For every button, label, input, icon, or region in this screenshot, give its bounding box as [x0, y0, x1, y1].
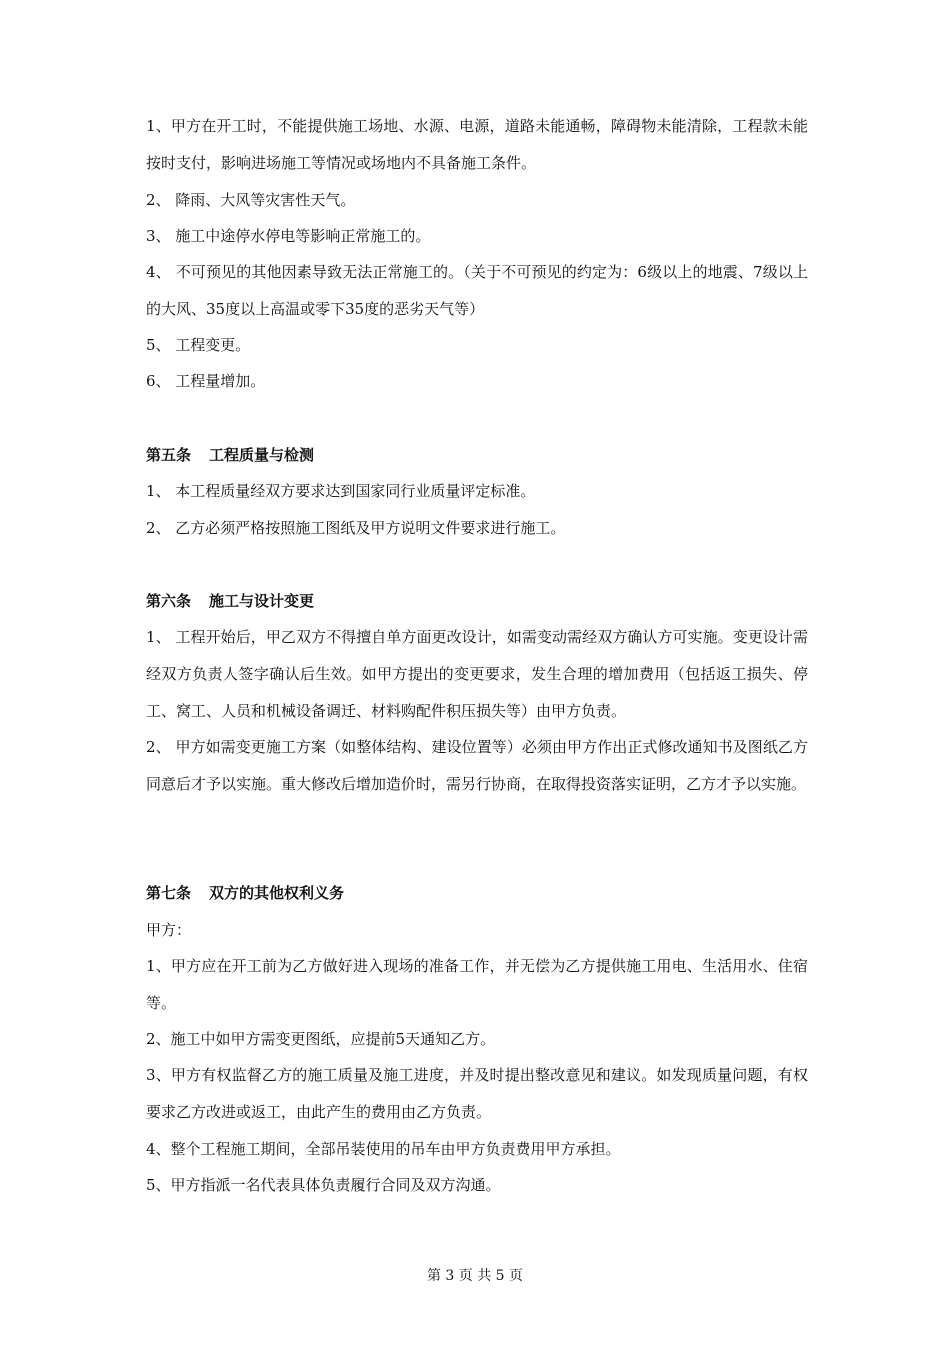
section7-item-1: 1、甲方应在开工前为乙方做好进入现场的准备工作，并无偿为乙方提供施工用电、生活用水、住宿等。 — [146, 957, 808, 1012]
clause4-item-3: 3、 施工中途停水停电等影响正常施工的。 — [146, 227, 431, 245]
section7-item-3: 3、甲方有权监督乙方的施工质量及施工进度，并及时提出整改意见和建议。如发现质量问题，有权要求乙方改进或返工，由此产生的费用由乙方负责。 — [146, 1066, 808, 1121]
section6-item-1: 1、 工程开始后，甲乙双方不得擅自单方面更改设计，如需变动需经双方确认方可实施。变更设计需经双方负责人签字确认后生效。如甲方提出的变更要求，发生合理的增加费用（包括返工损失、停工、窝工、人员和机械设备调迁、材料购配件积压损失等）由甲方负责。 — [146, 628, 808, 720]
page-number: 第 3 页 共 5 页 — [426, 1268, 524, 1284]
section5-item-2: 2、 乙方必须严格按照施工图纸及甲方说明文件要求进行施工。 — [146, 519, 566, 537]
section5-heading — [146, 437, 314, 474]
clause4-item-1: 1、甲方在开工时，不能提供施工场地、水源、电源，道路未能通畅，障碍物未能清除，工程款未能按时支付，影响进场施工等情况或场地内不具备施工条件。 — [146, 117, 808, 172]
section6-number: 第六条 — [146, 592, 192, 610]
section7-number: 第七条 — [146, 884, 192, 902]
section7-party-label: 甲方： — [146, 921, 192, 939]
section7-heading — [146, 875, 344, 912]
section5-number: 第五条 — [146, 446, 192, 464]
section7-item-2: 2、施工中如甲方需变更图纸，应提前5天通知乙方。 — [146, 1030, 496, 1048]
page-footer — [0, 1264, 950, 1288]
section5-title: 工程质量与检测 — [209, 446, 315, 464]
section5-item-1: 1、 本工程质量经双方要求达到国家同行业质量评定标准。 — [146, 482, 536, 500]
clause4-item-2: 2、 降雨、大风等灾害性天气。 — [146, 191, 356, 209]
section7-title: 双方的其他权利义务 — [209, 884, 345, 902]
clause4-item-5: 5、 工程变更。 — [146, 336, 251, 354]
clause4-item-6: 6、 工程量增加。 — [146, 372, 266, 390]
section7-item-5: 5、甲方指派一名代表具体负责履行合同及双方沟通。 — [146, 1176, 501, 1194]
section6-item-2: 2、 甲方如需变更施工方案（如整体结构、建设位置等）必须由甲方作出正式修改通知书及图纸乙方同意后才予以实施。重大修改后增加造价时，需另行协商，在取得投资落实证明，乙方才予以实施。 — [146, 738, 808, 793]
clause4-item-4: 4、 不可预见的其他因素导致无法正常施工的。（关于不可预见的约定为：6级以上的地震、7级以上的大风、35度以上高温或零下35度的恶劣天气等） — [146, 263, 808, 318]
section7-item-4: 4、整个工程施工期间，全部吊装使用的吊车由甲方负责费用甲方承担。 — [146, 1140, 621, 1158]
section6-heading — [146, 583, 314, 620]
section6-title: 施工与设计变更 — [209, 592, 315, 610]
